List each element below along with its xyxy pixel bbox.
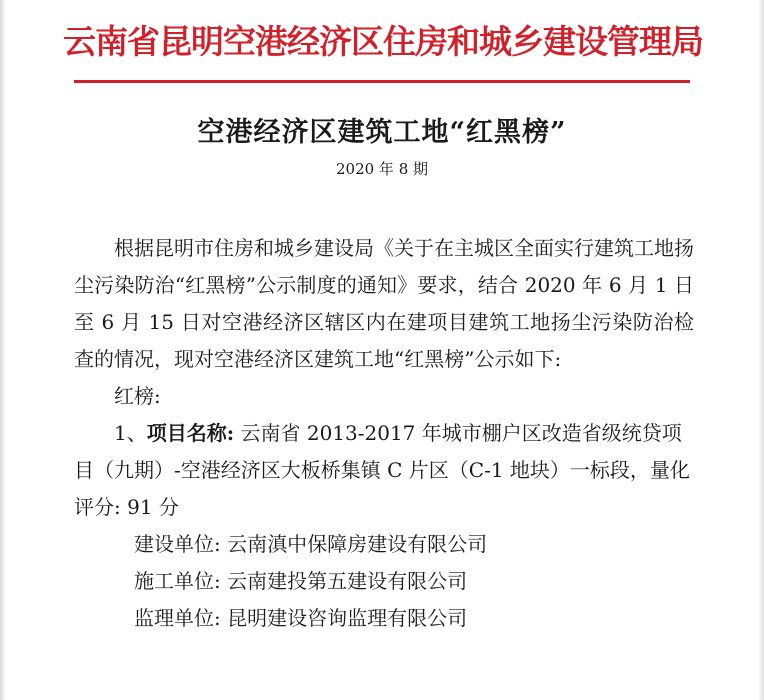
intro-paragraph: 根据昆明市住房和城乡建设局《关于在主城区全面实行建筑工地扬尘污染防治“红黑榜”公示制度的通知》要求，结合 2020 年 6 月 1 日至 6 月 15 日对空港经济区辖区内在建项目建筑工地扬尘污染防治检查的情况，现对空港经济区建筑工地“红黑榜”公示如下: <box>74 236 694 371</box>
supervisor-unit-value: 昆明建设咨询监理有限公司 <box>227 606 468 630</box>
issuer-heading: 云南省昆明空港经济区住房和城乡建设管理局 <box>63 22 703 61</box>
builder-unit-line <box>74 563 694 600</box>
construction-unit-label: 建设单位: <box>134 532 221 556</box>
document-title: 空港经济区建筑工地“红黑榜” <box>197 117 567 148</box>
builder-unit-label: 施工单位: <box>134 569 221 593</box>
builder-unit-value: 云南建投第五建设有限公司 <box>227 569 468 593</box>
red-divider-line <box>74 80 690 83</box>
document-body <box>74 230 694 637</box>
red-list-heading: 红榜: <box>114 384 161 408</box>
construction-unit-line <box>74 526 694 563</box>
page-shadow-right <box>758 0 764 700</box>
page-shadow-left <box>0 0 6 700</box>
supervisor-unit-label: 监理单位: <box>134 606 221 630</box>
supervisor-unit-line <box>74 600 694 637</box>
project-name-value: 云南省 2013-2017 年城市棚户区改造省级统贷项目（九期）-空港经济区大板桥集镇 C 片区（C-1 地块）一标段，量化评分: 91 分 <box>74 421 690 519</box>
project-index: 1、 <box>114 421 147 445</box>
project-item <box>74 415 694 526</box>
issue-number: 2020 年 8 期 <box>335 160 429 178</box>
project-name-label: 项目名称: <box>146 421 235 445</box>
construction-unit-value: 云南滇中保障房建设有限公司 <box>227 532 488 556</box>
